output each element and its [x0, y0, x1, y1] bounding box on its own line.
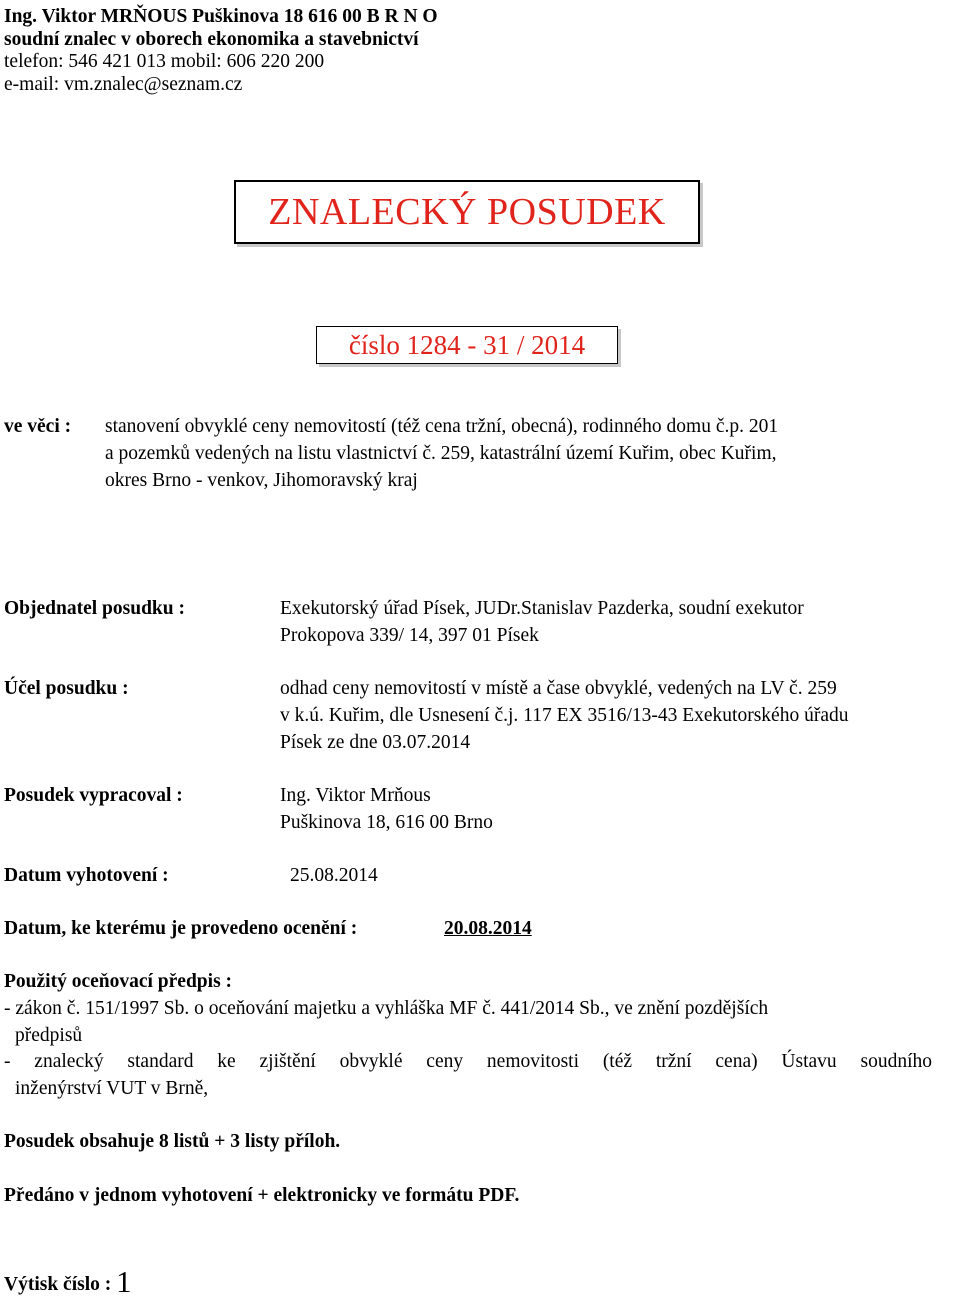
letterhead-email: e-mail: vm.znalec@seznam.cz	[4, 73, 243, 95]
copy-number	[4, 1264, 132, 1299]
document-number: číslo 1284 - 31 / 2014	[348, 329, 586, 360]
author-line: Puškinova 18, 616 00 Brno	[280, 812, 493, 833]
document-title: ZNALECKÝ POSUDEK	[268, 191, 666, 233]
copy-label: Výtisk číslo :	[4, 1274, 112, 1295]
client-line: Exekutorský úřad Písek, JUDr.Stanislav Pazderka, soudní exekutor	[280, 598, 804, 619]
regulation-item: - znalecký standard ke zjištění obvyklé ceny nemovitosti (též tržní cena) Ústavu soudního	[4, 1051, 932, 1072]
subject-text	[105, 413, 778, 494]
number-box	[316, 326, 618, 364]
subject-line: a pozemků vedených na listu vlastnictví č. 259, katastrální území Kuřim, obec Kuřim,	[105, 443, 777, 464]
regulation-label: Použitý oceňovací předpis :	[4, 971, 233, 992]
contents-note: Posudek obsahuje 8 listů + 3 listy příloh.	[4, 1131, 341, 1152]
letterhead-name: Ing. Viktor MRŇOUS Puškinova 18 616 00 B R N O	[4, 6, 438, 27]
valuation-date-value: 20.08.2014	[444, 918, 532, 939]
client-line: Prokopova 339/ 14, 397 01 Písek	[280, 625, 539, 646]
letterhead-expertise: soudní znalec v oborech ekonomika a stavebnictví	[4, 28, 419, 50]
delivery-note: Předáno v jednom vyhotovení + elektronicky ve formátu PDF.	[4, 1185, 520, 1206]
purpose-text	[280, 675, 848, 756]
subject-label: ve věci :	[4, 416, 72, 437]
issue-date-value: 25.08.2014	[290, 865, 378, 886]
regulation-item: - zákon č. 151/1997 Sb. o oceňování majetku a vyhláška MF č. 441/2014 Sb., ve znění pozdějších	[4, 998, 769, 1019]
title-box	[234, 180, 700, 244]
client-label: Objednatel posudku :	[4, 598, 185, 619]
author-label: Posudek vypracoval :	[4, 785, 183, 806]
subject-line: stanovení obvyklé ceny nemovitostí (též cena tržní, obecná), rodinného domu č.p. 201	[105, 416, 779, 437]
regulation-item-continued: předpisů	[15, 1025, 83, 1046]
purpose-line: v k.ú. Kuřim, dle Usnesení č.j. 117 EX 3516/13-43 Exekutorského úřadu	[280, 705, 849, 726]
letterhead	[4, 6, 438, 96]
purpose-label: Účel posudku :	[4, 678, 129, 699]
purpose-line: Písek ze dne 03.07.2014	[280, 732, 471, 753]
letterhead-phone: telefon: 546 421 013 mobil: 606 220 200	[4, 51, 325, 72]
subject-line: okres Brno - venkov, Jihomoravský kraj	[105, 470, 418, 491]
valuation-date-label: Datum, ke kterému je provedeno ocenění :	[4, 918, 358, 939]
issue-date-label: Datum vyhotovení :	[4, 865, 169, 886]
copy-value: 1	[116, 1264, 132, 1299]
client-text	[280, 595, 804, 649]
purpose-line: odhad ceny nemovitostí v místě a čase obvyklé, vedených na LV č. 259	[280, 678, 837, 699]
author-line: Ing. Viktor Mrňous	[280, 785, 431, 806]
author-text	[280, 782, 493, 836]
regulation-item-continued: inženýrství VUT v Brně,	[15, 1078, 209, 1099]
